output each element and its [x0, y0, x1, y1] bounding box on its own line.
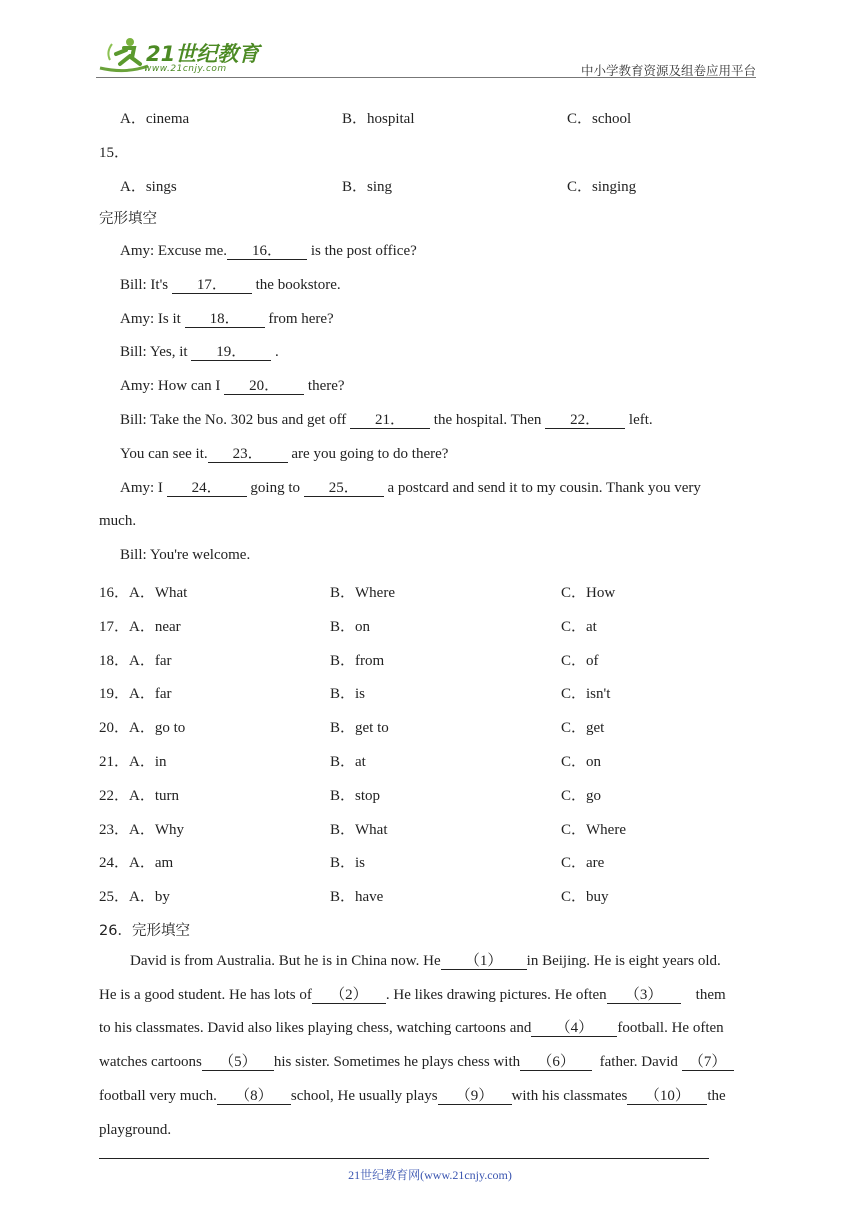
header-divider	[96, 77, 756, 78]
blank-8[interactable]: （8）	[217, 1089, 291, 1105]
blank-23[interactable]: 23．	[208, 447, 288, 463]
q15-option-c: C．singing	[567, 179, 637, 195]
option-a[interactable]: A．go to	[129, 720, 186, 736]
dialogue-line-2: Bill: It's 17． the bookstore.	[120, 277, 341, 293]
option-c[interactable]: C．at	[561, 619, 597, 635]
blank-6[interactable]: （6）	[520, 1055, 592, 1071]
option-c[interactable]: C．isn't	[561, 686, 611, 702]
footer-text: 21世纪教育网(www.21cnjy.com)	[348, 1168, 512, 1182]
q15-option-a: A．sings	[120, 179, 177, 195]
option-c[interactable]: C．get	[561, 720, 605, 736]
choice-row: 23．A．Why	[99, 822, 185, 838]
option-a[interactable]: A．What	[129, 585, 188, 601]
q15-option-b: B．sing	[342, 179, 393, 195]
blank-3[interactable]: （3）	[607, 988, 681, 1004]
option-a[interactable]: A．by	[129, 889, 170, 905]
blank-20[interactable]: 20．	[224, 379, 304, 395]
q26-title: 26．完形填空	[99, 923, 190, 939]
option-b[interactable]: B．get to	[330, 720, 389, 736]
option-b[interactable]: B．have	[330, 889, 384, 905]
option-a[interactable]: A．in	[129, 754, 167, 770]
section-title: 完形填空	[99, 211, 157, 227]
option-a[interactable]: A．far	[129, 686, 172, 702]
dialogue-line-7: You can see it. 23． are you going to do there?	[120, 446, 449, 462]
option-a[interactable]: A．am	[129, 855, 174, 871]
q14-option-b: B．hospital	[342, 111, 415, 127]
choice-row: 17．A．near	[99, 619, 181, 635]
option-c[interactable]: C．on	[561, 754, 602, 770]
footer-divider	[99, 1158, 709, 1159]
option-b[interactable]: B．is	[330, 855, 366, 871]
option-c[interactable]: C．of	[561, 653, 599, 669]
choice-row: 24．A．am	[99, 855, 174, 871]
option-a[interactable]: A．near	[129, 619, 181, 635]
blank-5[interactable]: （5）	[202, 1055, 274, 1071]
option-b[interactable]: B．stop	[330, 788, 381, 804]
blank-18[interactable]: 18．	[185, 312, 265, 328]
choice-row: 18．A．far	[99, 653, 172, 669]
passage-line-5: football very much. （8） school, He usually plays （9） with his classmates （10） the	[99, 1088, 726, 1104]
dialogue-line-8: Amy: I 24． going to 25． a postcard and send it to my cousin. Thank you very	[120, 480, 701, 496]
choice-row: 16．A．What	[99, 585, 188, 601]
option-b[interactable]: B．What	[330, 822, 388, 838]
choice-row: 25．A．by	[99, 889, 170, 905]
choice-row: 19．A．far	[99, 686, 172, 702]
dialogue-line-3: Amy: Is it 18． from here?	[120, 311, 334, 327]
option-c[interactable]: C．How	[561, 585, 616, 601]
dialogue-line-4: Bill: Yes, it 19． .	[120, 344, 279, 360]
q14-option-c: C．school	[567, 111, 632, 127]
choice-row: 22．A．turn	[99, 788, 180, 804]
passage-line-6: playground.	[99, 1122, 172, 1138]
blank-7[interactable]: （7）	[682, 1055, 734, 1071]
option-a[interactable]: A．turn	[129, 788, 180, 804]
option-b[interactable]: B．from	[330, 653, 385, 669]
logo-url: www.21cnjy.com	[144, 64, 227, 74]
option-a[interactable]: A．Why	[129, 822, 185, 838]
blank-9[interactable]: （9）	[438, 1089, 512, 1105]
dialogue-line-1: Amy: Excuse me. 16． is the post office?	[120, 243, 417, 259]
dialogue-line-10: Bill: You're welcome.	[120, 547, 251, 563]
q15-number: 15．	[99, 145, 130, 161]
blank-25[interactable]: 25．	[304, 481, 384, 497]
dialogue-line-6: Bill: Take the No. 302 bus and get off 21． the hospital. Then 22． left.	[120, 412, 653, 428]
header-platform-text: 中小学教育资源及组卷应用平台	[580, 64, 756, 78]
dialogue-line-5: Amy: How can I 20． there?	[120, 378, 345, 394]
option-c[interactable]: C．Where	[561, 822, 626, 838]
q14-option-a: A．cinema	[120, 111, 190, 127]
blank-4[interactable]: （4）	[531, 1021, 617, 1037]
blank-10[interactable]: （10）	[627, 1089, 707, 1105]
blank-21[interactable]: 21．	[350, 413, 430, 429]
blank-1[interactable]: （1）	[441, 954, 527, 970]
passage-line-2: He is a good student. He has lots of （2） . He likes drawing pictures. He often （3） them	[99, 987, 726, 1003]
blank-22[interactable]: 22．	[545, 413, 625, 429]
passage-line-1: David is from Australia. But he is in China now. He （1） in Beijing. He is eight years old.	[130, 953, 721, 969]
passage-line-3: to his classmates. David also likes playing chess, watching cartoons and （4） football. He often	[99, 1020, 724, 1036]
blank-16[interactable]: 16．	[227, 244, 307, 260]
blank-19[interactable]: 19．	[191, 345, 271, 361]
logo-text: 21世纪教育	[146, 42, 260, 66]
blank-2[interactable]: （2）	[312, 988, 386, 1004]
blank-24[interactable]: 24．	[167, 481, 247, 497]
option-b[interactable]: B．at	[330, 754, 366, 770]
option-b[interactable]: B．Where	[330, 585, 395, 601]
choice-row: 20．A．go to	[99, 720, 186, 736]
option-c[interactable]: C．are	[561, 855, 605, 871]
option-c[interactable]: C．buy	[561, 889, 609, 905]
option-c[interactable]: C．go	[561, 788, 602, 804]
passage-line-4: watches cartoons （5） his sister. Sometimes he plays chess with （6） father. David （7）	[99, 1054, 734, 1071]
blank-17[interactable]: 17．	[172, 278, 252, 294]
choice-row: 21．A．in	[99, 754, 167, 770]
option-a[interactable]: A．far	[129, 653, 172, 669]
dialogue-line-9: much.	[99, 513, 137, 529]
option-b[interactable]: B．is	[330, 686, 366, 702]
site-logo	[96, 34, 260, 80]
option-b[interactable]: B．on	[330, 619, 371, 635]
